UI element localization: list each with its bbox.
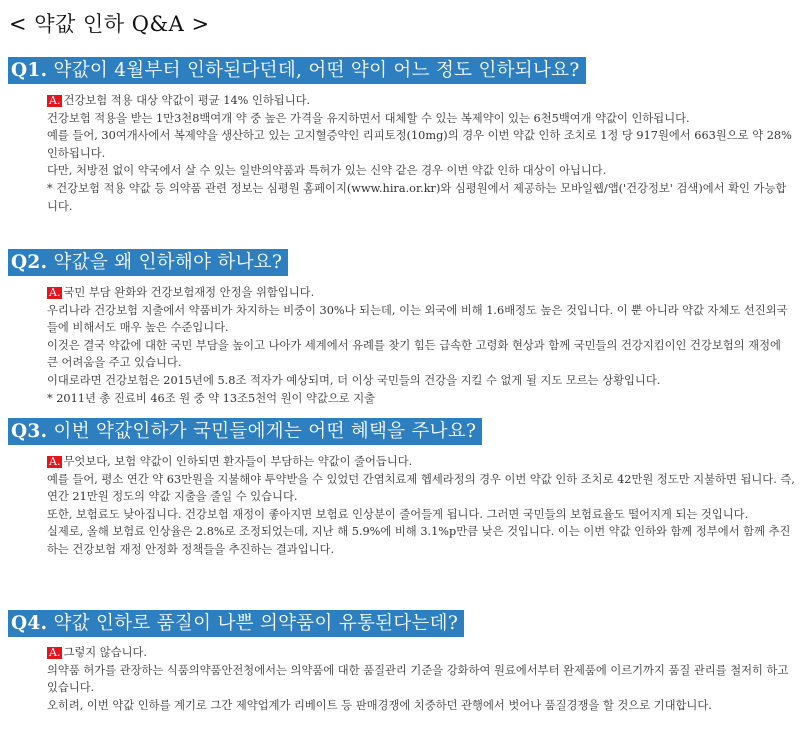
answer-paragraph: 건강보험 적용 대상 약값이 평균 14% 인하됩니다. [63, 94, 311, 107]
answer-paragraph: * 건강보험 적용 약값 등 의약품 관련 정보는 심평원 홈페이지(www.hira.or.kr)와 심평원에서 제공하는 모바일웹/앱('건강정보' 검색)에서 확인 가능합니다. [47, 181, 787, 213]
page-title: < 약값 인하 Q&A > [9, 12, 210, 36]
answer-paragraph: 무엇보다, 보험 약값이 인하되면 환자들이 부담하는 약값이 줄어듭니다. [63, 455, 413, 468]
answer-block-q1 [47, 92, 795, 215]
question-heading-q4 [8, 610, 464, 637]
question-number: Q2. [11, 252, 48, 273]
question-heading-q1 [8, 57, 586, 84]
question-number: Q3. [11, 421, 48, 442]
answer-badge: A. [49, 94, 61, 107]
answer-paragraph: 의약품 허가를 관장하는 식품의약품안전청에서는 의약품에 대한 품질관리 기준을 강화하여 원료에서부터 완제품에 이르기까지 품질 관리를 철저히 하고 있습니다. [47, 663, 789, 695]
question-heading-q3 [8, 418, 482, 445]
answer-paragraph: 또한, 보험료도 낮아집니다. 건강보험 재정이 좋아지면 보험료 인상분이 줄어들게 됩니다. 그러면 국민들의 보험료율도 떨어지게 되는 것입니다. [47, 507, 749, 521]
question-text: 약값 인하로 품질이 나쁜 의약품이 유통된다는데? [53, 613, 459, 634]
question-text: 약값이 4월부터 인하된다던데, 어떤 약이 어느 정도 인하되나요? [53, 60, 580, 81]
answer-paragraph: 오히려, 이번 약값 인하를 계기로 그간 제약업계가 리베이트 등 판매경쟁에 치중하던 관행에서 벗어나 품질경쟁을 할 것으로 기대합니다. [47, 698, 712, 712]
answer-paragraph: 실제로, 올해 보험료 인상율은 2.8%로 조정되었는데, 지난 해 5.9%에 비해 3.1%p만큼 낮은 것입니다. 이는 이번 약값 인하와 함께 정부에서 함께 추진하는 건강보험 재정 안정화 정책들을 추진하는 결과입니다. [47, 525, 791, 556]
answer-paragraph: * 2011년 총 진료비 46조 원 중 약 13조5천억 원이 약값으로 지출 [47, 391, 376, 405]
question-text: 약값을 왜 인하해야 하나요? [53, 252, 283, 273]
question-text: 이번 약값인하가 국민들에게는 어떤 혜택을 주나요? [53, 421, 477, 442]
question-number: Q1. [11, 60, 48, 81]
answer-block-q4 [47, 644, 795, 714]
question-number: Q4. [11, 613, 48, 634]
answer-paragraph: 국민 부담 완화와 건강보험재정 안정을 위함입니다. [63, 286, 315, 299]
answer-badge: A. [49, 646, 61, 659]
answer-paragraph: 다만, 처방전 없이 약국에서 살 수 있는 일반의약품과 특허가 있는 신약 같은 경우 이번 약값 인하 대상이 아닙니다. [47, 164, 607, 178]
answer-paragraph: 우리나라 건강보험 지출에서 약품비가 차지하는 비중이 30%나 되는데, 이는 외국에 비해 1.6배정도 높은 것입니다. 이 뿐 아니라 약값 자체도 선진외국들에 비해서도 매우 높은 수준입니다. [47, 303, 788, 335]
answer-paragraph: 이대로라면 건강보험은 2015년에 5.8조 적자가 예상되며, 더 이상 국민들의 건강을 지킬 수 없게 될 지도 모르는 상황입니다. [47, 373, 661, 387]
answer-block-q2 [47, 284, 795, 407]
answer-badge: A. [49, 286, 61, 299]
answer-paragraph: 예를 들어, 30여개사에서 복제약을 생산하고 있는 고지혈증약인 리피토정(10mg)의 경우 이번 약값 인하 조치로 1정 당 917원에서 663원으로 약 28% 인하됩니다. [47, 129, 792, 160]
answer-paragraph: 이것은 결국 약값에 대한 국민 부담을 높이고 나아가 세계에서 유례를 찾기 힘든 급속한 고령화 현상과 함께 국민들의 건강지킴이인 건강보험의 재정에 큰 어려움을 주고 있습니다. [47, 338, 781, 370]
question-heading-q2 [8, 249, 288, 276]
answer-block-q3 [47, 453, 795, 559]
answer-paragraph: 건강보험 적용을 받는 1만3천8백여개 약 중 높은 가격을 유지하면서 대체할 수 있는 복제약이 있는 6천5백여개 약값이 인하됩니다. [47, 111, 690, 125]
answer-paragraph: 그렇지 않습니다. [63, 646, 148, 659]
answer-paragraph: 예를 들어, 평소 연간 약 63만원을 지불해야 투약받을 수 있었던 간염치료제 헵세라정의 경우 이번 약값 인하 조치로 42만원 정도만 지불하면 됩니다. 즉, 연간 21만원 정도의 약값 지출을 줄일 수 있습니다. [47, 472, 795, 504]
answer-badge: A. [49, 455, 61, 468]
